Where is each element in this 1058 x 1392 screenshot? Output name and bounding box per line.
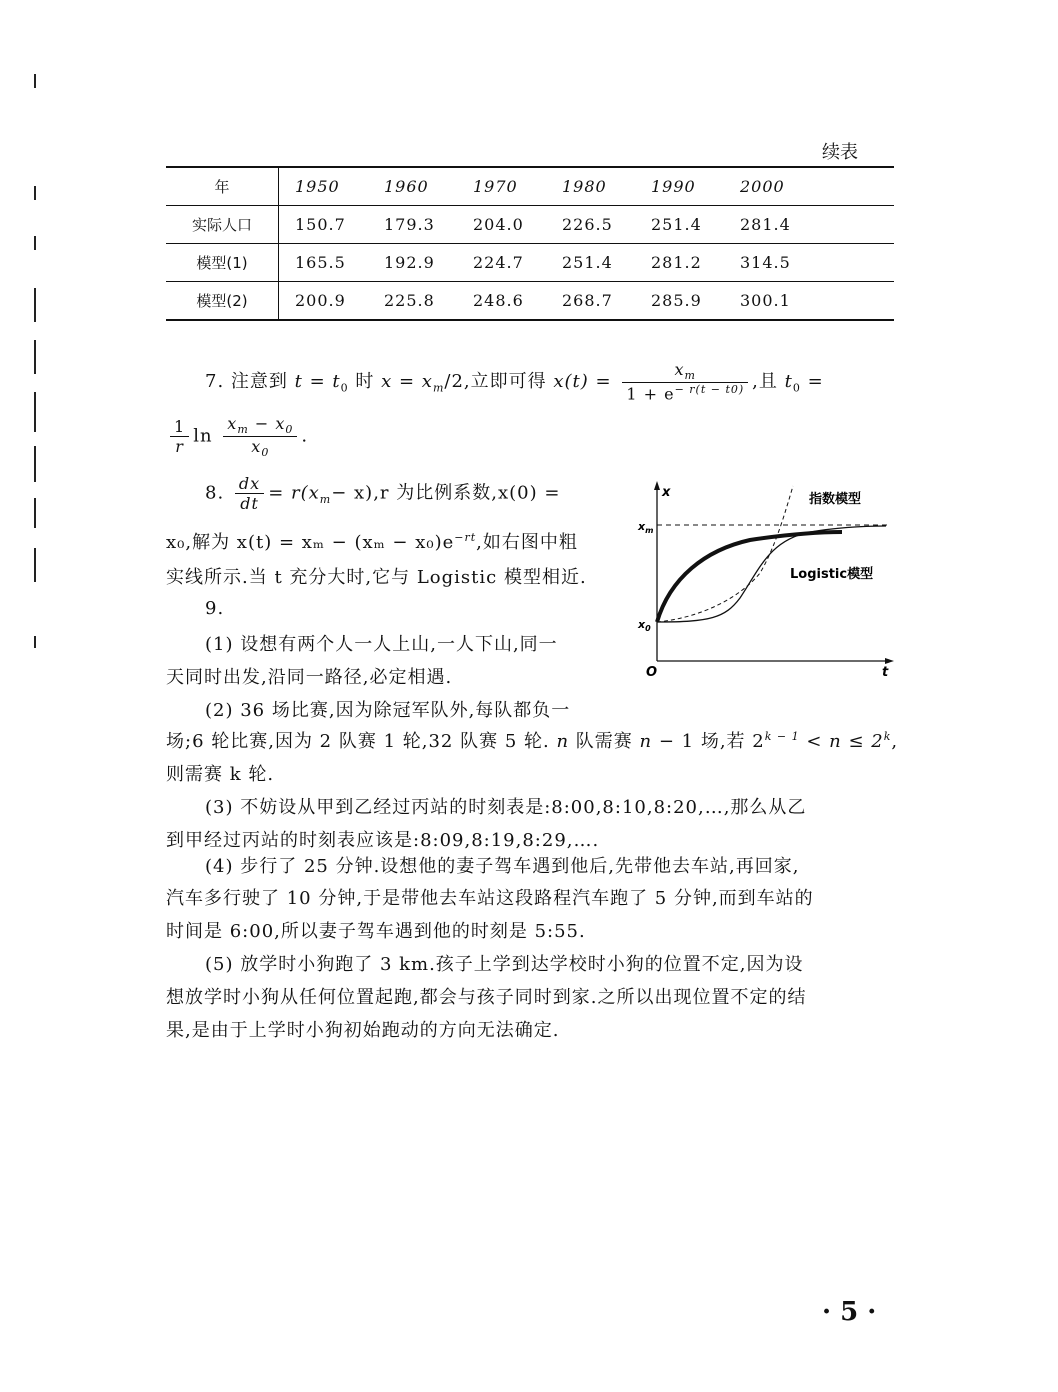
table-cell: 165.5	[279, 244, 369, 282]
row-label: 模型(1)	[166, 244, 279, 282]
xm-label	[637, 520, 653, 535]
x0-label-text: x	[638, 618, 646, 631]
item7-cond2-tail: /2,立即可得	[444, 370, 547, 392]
table-cell: 248.6	[457, 282, 546, 321]
item8-eq-sub: m	[319, 493, 332, 507]
table-cell: 179.3	[368, 206, 457, 244]
item7-frac2-den	[223, 437, 297, 459]
item8-dnum: dx	[235, 474, 264, 494]
item9-p1a: (1) 设想有两个人一人上山,一人下山,同一	[205, 634, 558, 655]
xm-label-sub: m	[645, 526, 654, 535]
item8-line2-sup: −rt	[454, 531, 477, 544]
table-header-row	[166, 167, 894, 206]
item7-frac2-num-text: x	[227, 414, 238, 433]
year-cell: 1980	[546, 167, 635, 206]
item9-p2a: (2) 36 场比赛,因为除冠军队外,每队都负一	[205, 700, 571, 721]
item8-eq-tail: − x),r 为比例系数,x(0) =	[331, 482, 561, 504]
item9-p2b-sup2: k	[883, 730, 892, 743]
item7-t0-sub: 0	[792, 381, 801, 395]
year-cell: 1960	[368, 167, 457, 206]
margin-tick	[34, 548, 36, 582]
item9-p3b: 到甲经过丙站的时刻表应该是:8:09,8:19,8:29,….	[166, 830, 600, 851]
item7-frac-num-text: x	[674, 360, 685, 379]
item9-p2b-n2: n	[639, 731, 653, 752]
item7-frac2	[223, 414, 297, 459]
table-filler	[813, 206, 894, 244]
year-cell: 1970	[457, 167, 546, 206]
row-label: 实际人口	[166, 206, 279, 244]
table-cell: 150.7	[279, 206, 369, 244]
exponential-model-curve	[657, 486, 793, 622]
item7-ln: ln	[193, 425, 213, 447]
origin-label: O	[646, 665, 658, 680]
table-cell: 314.5	[724, 244, 813, 282]
item9-p2b-end: ,	[891, 731, 899, 752]
year-cell: 2000	[724, 167, 813, 206]
item9-p5a: (5) 放学时小狗跑了 3 km.孩子上学到达学校时小狗的位置不定,因为设	[205, 954, 804, 975]
y-axis-label: x	[662, 485, 671, 500]
margin-tick	[34, 498, 36, 528]
table-cell: 192.9	[368, 244, 457, 282]
year-cell: 1990	[635, 167, 724, 206]
item7-frac1	[170, 417, 189, 456]
table-cell: 226.5	[546, 206, 635, 244]
item8-line1	[205, 474, 560, 513]
item8-line3: 实线所示.当 t 充分大时,它与 Logistic 模型相近.	[166, 567, 587, 588]
table-header-label: 年	[166, 167, 279, 206]
model-comparison-figure	[630, 478, 900, 683]
margin-tick	[34, 74, 36, 88]
page-number: · 5 ·	[822, 1297, 877, 1327]
item7-frac2-den-text: x	[251, 437, 262, 457]
item7-mid: 时	[355, 370, 375, 392]
item7-and: ,且	[752, 370, 778, 392]
item7-xt: x(t) =	[553, 370, 612, 392]
table-cell: 281.2	[635, 244, 724, 282]
table-cell: 268.7	[546, 282, 635, 321]
item9-p4a: (4) 步行了 25 分钟.设想他的妻子驾车遇到他后,先带他去车站,再回家,	[205, 856, 800, 877]
item8-line2	[166, 528, 578, 554]
year-cell: 1950	[279, 167, 369, 206]
table-filler	[813, 282, 894, 321]
x-axis-arrow	[885, 658, 894, 664]
table-row	[166, 282, 894, 321]
table-cell: 224.7	[457, 244, 546, 282]
item9-p3a: (3) 不妨设从甲到乙经过丙站的时刻表是:8:00,8:10,8:20,…,那么从乙	[205, 797, 807, 818]
item7-cond1-sub: 0	[340, 381, 349, 395]
item9-p2b-sup: k − 1	[764, 730, 800, 743]
item8-line2-text: x₀,解为 x(t) = xₘ − (xₘ − x₀)e	[166, 532, 455, 553]
item9-p2b-pre: 场;6 轮比赛,因为 2 队赛 1 轮,32 队赛 5 轮.	[166, 731, 550, 752]
item7-fraction	[622, 360, 748, 404]
item7-frac1-num: 1	[170, 417, 189, 437]
item7-end: .	[301, 425, 309, 447]
item8-dden: dt	[240, 494, 259, 513]
item9-label: 9.	[205, 598, 225, 619]
table-filler	[813, 167, 894, 206]
item8-eq: = r(x	[268, 482, 320, 504]
exp-model-label: 指数模型	[809, 492, 862, 507]
item7-frac-den-sup: − r(t − t0)	[674, 383, 745, 397]
item7-frac2-num-tail: − x	[254, 414, 286, 433]
item9-p2b	[166, 727, 898, 753]
item9-p2b-tail: − 1 场,若 2	[658, 731, 765, 752]
item7-frac-den-text: 1 + e	[626, 384, 675, 404]
item7-frac1-den: r	[175, 437, 184, 457]
item7-cond1: t = t	[294, 370, 341, 392]
table-cell: 225.8	[368, 282, 457, 321]
table-row	[166, 206, 894, 244]
item9-p2b-mid: 队需赛	[575, 731, 633, 752]
item7-frac-num	[622, 360, 748, 383]
xm-label-text: x	[638, 520, 646, 533]
item7-frac2-den-sub: 0	[261, 446, 270, 460]
item9-p2b-n: n	[556, 731, 570, 752]
table-cell: 300.1	[724, 282, 813, 321]
table-cell: 204.0	[457, 206, 546, 244]
x0-label-sub: 0	[645, 624, 651, 633]
margin-tick	[34, 392, 36, 432]
margin-tick	[34, 288, 36, 322]
table-cell: 251.4	[546, 244, 635, 282]
item7-t0: t	[784, 370, 793, 392]
table-cell: 251.4	[635, 206, 724, 244]
continued-label: 续表	[822, 142, 858, 163]
item9-p2b-lt: < n ≤ 2	[806, 731, 884, 752]
item7-line1	[205, 360, 824, 404]
item9-p5b: 想放学时小狗从任何位置起跑,都会与孩子同时到家.之所以出现位置不定的结	[166, 987, 807, 1008]
table-cell: 285.9	[635, 282, 724, 321]
item8-prefix: 8.	[205, 482, 225, 504]
table-cell: 200.9	[279, 282, 369, 321]
table-row	[166, 244, 894, 282]
y-axis-arrow	[654, 481, 660, 490]
x-axis-label: t	[882, 665, 889, 680]
item9-p1b: 天同时出发,沿同一路径,必定相遇.	[166, 667, 453, 688]
item8-line2-tail: ,如右图中粗	[476, 532, 578, 553]
item9-p4c: 时间是 6:00,所以妻子驾车遇到他的时刻是 5:55.	[166, 921, 586, 942]
item7-eq: =	[807, 370, 824, 392]
margin-tick	[34, 186, 36, 200]
margin-tick	[34, 340, 36, 374]
item7-frac2-num	[223, 414, 297, 437]
item9-p5c: 果,是由于上学时小狗初始跑动的方向无法确定.	[166, 1020, 560, 1041]
item7-frac-den	[622, 383, 748, 403]
item7-cond2: x = x	[381, 370, 433, 392]
item9-p2c: 则需赛 k 轮.	[166, 764, 275, 785]
item7-frac2-num-sub: m	[237, 423, 249, 437]
item7-line2	[166, 414, 308, 459]
item7-cond2-sub: m	[432, 381, 445, 395]
table-cell: 281.4	[724, 206, 813, 244]
item7-frac2-num-tail-sub: 0	[285, 423, 294, 437]
margin-tick	[34, 446, 36, 482]
item9-p4b: 汽车多行驶了 10 分钟,于是带他去车站这段路程汽车跑了 5 分钟,而到车站的	[166, 888, 814, 909]
logistic-model-label: Logistic模型	[790, 567, 874, 582]
x0-label	[637, 618, 651, 633]
margin-tick	[34, 236, 36, 250]
item7-frac-num-sub: m	[684, 369, 696, 383]
item7-prefix: 7. 注意到	[205, 370, 288, 392]
item8-derivative	[235, 474, 264, 513]
margin-tick	[34, 636, 36, 648]
table-filler	[813, 244, 894, 282]
row-label: 模型(2)	[166, 282, 279, 321]
population-table	[166, 166, 894, 321]
